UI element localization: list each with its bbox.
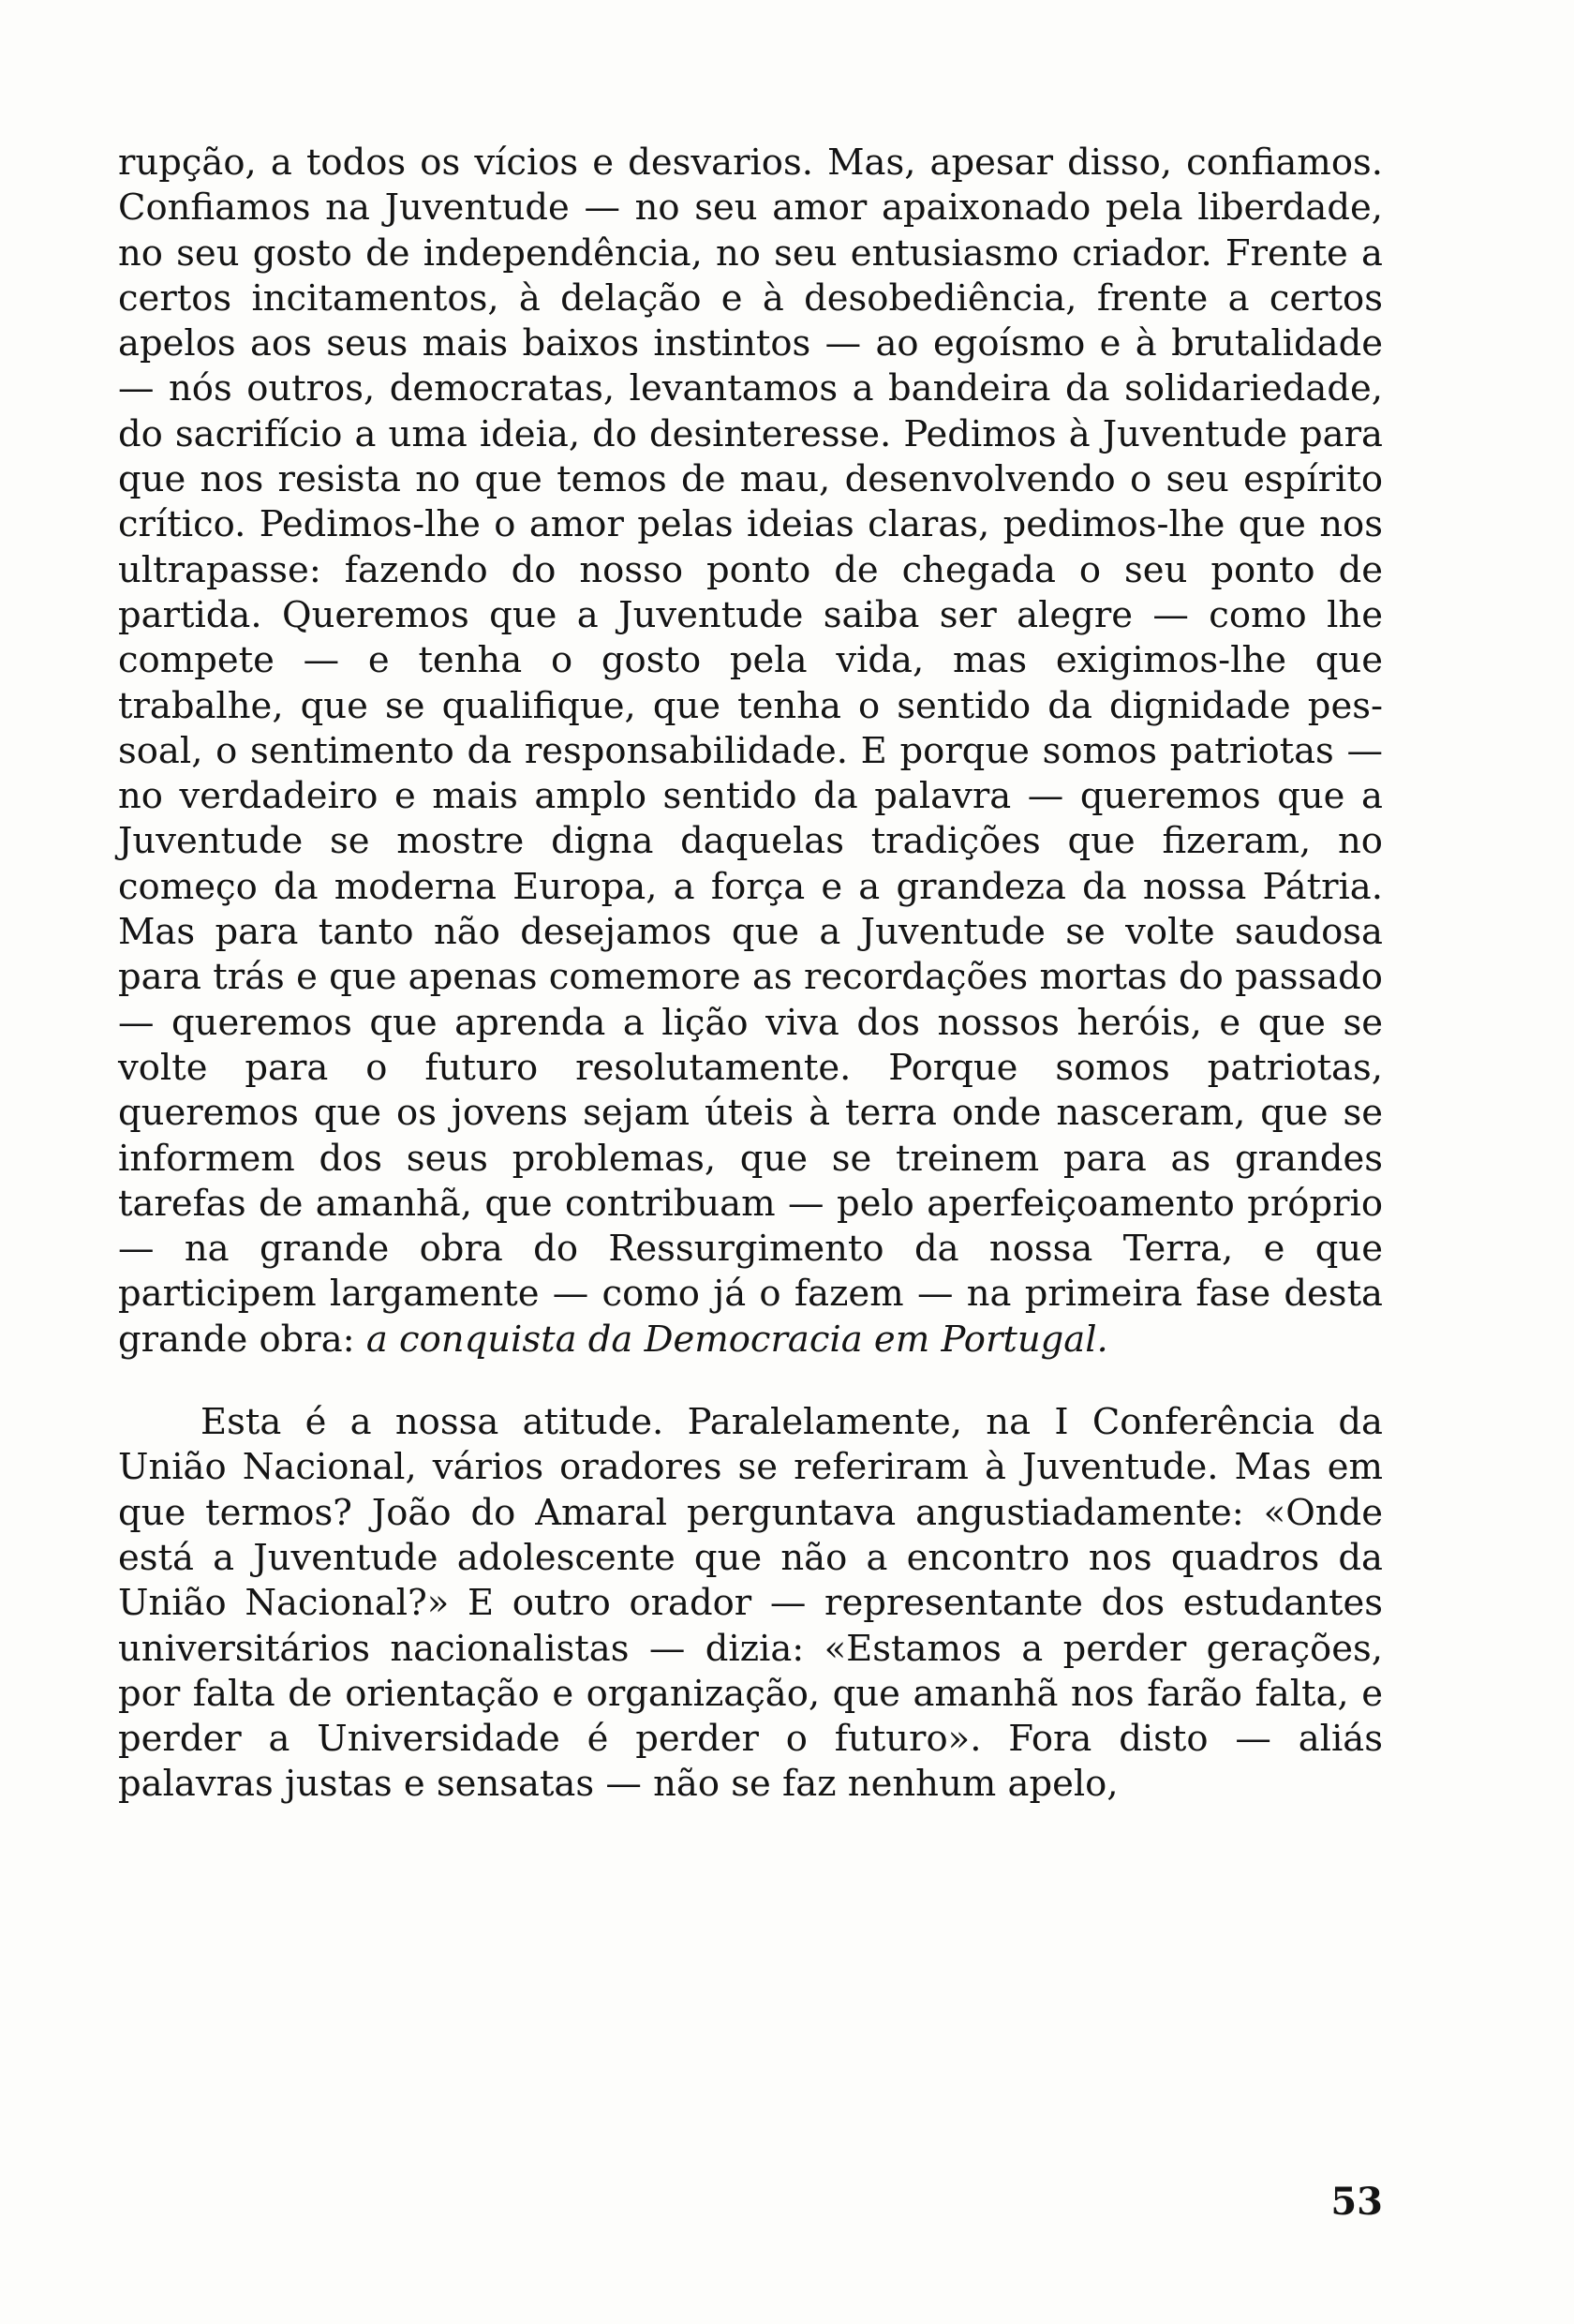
- paragraph-1-italic-ending: a conquista da Democracia em Portugal.: [365, 1318, 1108, 1361]
- paragraph-1: [118, 141, 1383, 1363]
- paragraph-2: [118, 1400, 1383, 1808]
- paragraph-2-text: Esta é a nossa atitude. Paralelamente, na I Conferência da União Nacional, vários oradores se referiram à Juventude. Mas em que termos? João do Amaral perguntava angustiadamente: «Onde está a Juventude adolescente que não a encontro nos quadros da União Nacional?» E outro orador — representante dos estudantes universitários nacionalistas — dizia: «Estamos a perder gerações, por falta de orientação e organização, que amanhã nos farão falta, e perder a Universidade é perder o futuro». Fora disto — aliás palavras justas e sensatas — não se faz nenhum apelo,: [118, 1401, 1383, 1806]
- body-text: [118, 141, 1383, 1808]
- page-number: 53: [1330, 2180, 1383, 2224]
- paragraph-1-text: rupção, a todos os vícios e desvarios. Mas, apesar disso, confiamos. Confiamos na Juventude — no seu amor apaixonado pela liberdade, no seu gosto de independência, no seu entusiasmo criador. Frente a certos incitamentos, à delação e à desobediência, frente a certos apelos aos seus mais baixos instintos — ao egoísmo e à brutalidade — nós outros, democratas, levantamos a bandeira da solidariedade, do sacrifício a uma ideia, do desinteresse. Pedimos à Juventude para que nos resista no que temos de mau, desenvolvendo o seu espírito crítico. Pedimos-lhe o amor pelas ideias claras, pedimos-lhe que nos ultrapasse: fazendo do nosso ponto de chegada o seu ponto de partida. Queremos que a Juventude saiba ser alegre — como lhe compete — e tenha o gosto pela vida, mas exigimos-lhe que trabalhe, que se qualifique, que tenha o sentido da dignidade pessoal, o sentimento da responsabilidade. E porque somos patriotas — no verdadeiro e mais amplo sentido da palavra — queremos que a Juventude se mostre digna daquelas tradições que fizeram, no começo da moderna Europa, a força e a grandeza da nossa Pátria. Mas para tanto não desejamos que a Juventude se volte saudosa para trás e que apenas comemore as recordações mortas do passado — queremos que aprenda a lição viva dos nossos heróis, e que se volte para o futuro resolutamente. Porque somos patriotas, queremos que os jovens sejam úteis à terra onde nasceram, que se informem dos seus problemas, que se treinem para as grandes tarefas de amanhã, que contribuam — pelo aperfeiçoamento próprio — na grande obra do Ressurgimento da nossa Terra, e que participem largamente — como já o fazem — na primeira fase desta grande obra:: [118, 142, 1383, 1361]
